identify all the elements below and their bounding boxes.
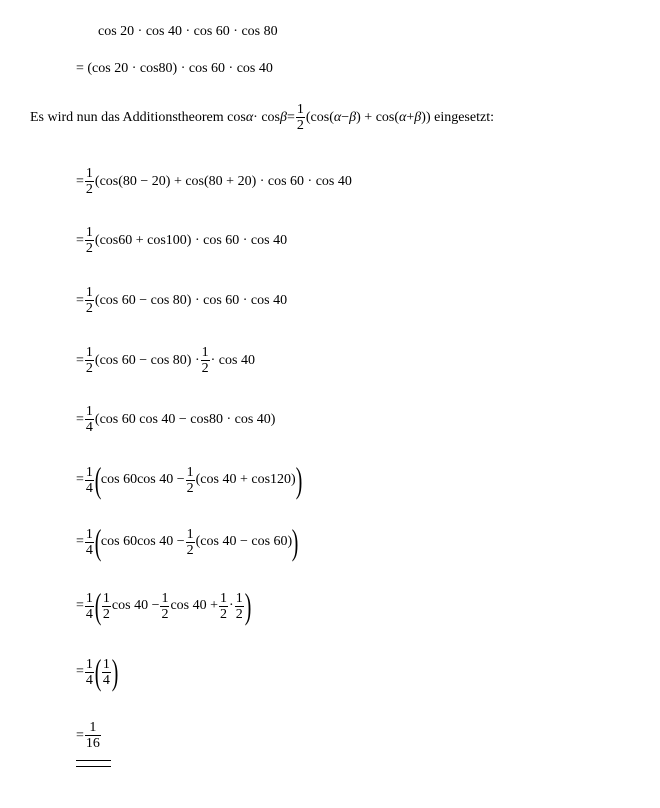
fraction-one-quarter	[85, 465, 94, 496]
numerator: 1	[85, 656, 93, 672]
multiply-dot: ·	[229, 598, 234, 613]
fraction-one-half	[85, 225, 94, 256]
equals-sign: =	[76, 472, 84, 487]
equation-line-1	[98, 24, 278, 40]
numerator: 1	[296, 102, 304, 117]
fraction-one-half	[219, 591, 228, 622]
denominator: 4	[102, 672, 110, 688]
denominator: 2	[235, 606, 243, 622]
alpha-symbol: α	[399, 109, 407, 125]
numerator: 1	[85, 404, 93, 419]
numerator: 1	[220, 590, 228, 606]
numerator: 1	[186, 526, 194, 542]
intro-end-text: )) eingesetzt:	[421, 109, 494, 125]
addition-theorem-sentence	[30, 102, 494, 133]
equals-sign: =	[76, 232, 84, 248]
expr-body: (cos 40 − cos 60)	[195, 534, 293, 549]
denominator: 4	[85, 606, 93, 622]
intro-dot-cos: · cos	[253, 109, 280, 125]
numerator: 1	[85, 526, 93, 542]
numerator: 1	[161, 590, 169, 606]
equals-sign: =	[76, 727, 84, 743]
numerator: 1	[186, 464, 194, 480]
equation-line-8	[76, 462, 302, 498]
denominator: 4	[85, 420, 93, 435]
equation-line-result	[76, 720, 102, 751]
equation-line-3	[76, 166, 352, 197]
expr-body: cos 60cos 40 −	[100, 534, 185, 549]
numerator: 1	[102, 656, 110, 672]
big-left-paren: (	[94, 586, 102, 626]
denominator: 4	[85, 542, 93, 558]
denominator: 2	[296, 118, 304, 133]
denominator: 2	[85, 241, 93, 256]
numerator: 1	[85, 590, 93, 606]
big-right-paren: )	[111, 652, 119, 692]
expr-body: · cos 40	[210, 352, 255, 368]
fraction-one-quarter	[102, 657, 111, 688]
denominator: 2	[102, 606, 110, 622]
denominator: 2	[201, 361, 209, 376]
fraction-one-half	[102, 591, 111, 622]
denominator: 2	[85, 361, 93, 376]
big-left-paren: (	[94, 652, 102, 692]
big-left-paren: (	[94, 522, 102, 562]
denominator: 4	[85, 480, 93, 496]
numerator: 1	[235, 590, 243, 606]
intro-equals: =	[286, 109, 295, 125]
expr-regrouped: = (cos 20 · cos80) · cos 60 · cos 40	[76, 61, 273, 76]
intro-text: Es wird nun das Additionstheorem cos	[30, 109, 246, 125]
fraction-one-quarter	[85, 527, 94, 558]
denominator: 4	[85, 672, 93, 688]
intro-minus: −	[341, 109, 350, 125]
denominator: 2	[220, 606, 228, 622]
fraction-one-half	[85, 285, 94, 316]
denominator: 2	[161, 606, 169, 622]
beta-symbol: β	[280, 109, 287, 125]
equals-sign: =	[76, 534, 84, 549]
numerator: 1	[102, 590, 110, 606]
expr-body: (cos 60 − cos 80) ·	[94, 352, 200, 368]
beta-symbol: β	[349, 109, 357, 125]
big-left-paren: (	[94, 460, 102, 500]
fraction-one-quarter	[85, 657, 94, 688]
denominator: 2	[186, 542, 194, 558]
equation-line-4	[76, 225, 287, 256]
big-right-paren: )	[291, 522, 299, 562]
expr-body: cos 40 −	[111, 598, 160, 613]
equals-sign: =	[76, 292, 84, 308]
expr-product-cosines: cos 20 · cos 40 · cos 60 · cos 80	[98, 24, 278, 39]
expr-body: (cos(80 − 20) + cos(80 + 20) · cos 60 · cos 40	[94, 173, 352, 189]
intro-plus-cos: ) + cos(	[356, 109, 400, 125]
fraction-one-half	[201, 345, 210, 376]
equation-line-9	[76, 524, 298, 560]
result-double-underline	[76, 760, 111, 767]
equation-line-10	[76, 588, 251, 624]
equals-sign: =	[76, 664, 84, 679]
fraction-one-half	[235, 591, 244, 622]
expr-body: (cos60 + cos100) · cos 60 · cos 40	[94, 232, 288, 248]
numerator: 1	[85, 285, 93, 300]
fraction-one-quarter	[85, 591, 94, 622]
numerator: 1	[201, 345, 209, 360]
equals-sign: =	[76, 352, 84, 368]
equation-line-7	[76, 404, 275, 435]
beta-symbol: β	[414, 109, 422, 125]
fraction-one-half	[186, 527, 195, 558]
expr-body: cos 40 +	[170, 598, 219, 613]
expr-body: (cos 40 + cos120)	[195, 472, 296, 487]
numerator: 1	[85, 464, 93, 480]
expr-body: (cos 60 cos 40 − cos80 · cos 40)	[94, 411, 276, 427]
equation-line-11	[76, 654, 118, 690]
equals-sign: =	[76, 411, 84, 427]
equation-line-2	[76, 61, 273, 77]
fraction-one-half	[296, 102, 305, 133]
numerator: 1	[85, 166, 93, 181]
big-right-paren: )	[295, 460, 302, 500]
numerator: 1	[89, 720, 97, 735]
intro-plus: +	[406, 109, 415, 125]
numerator: 1	[85, 225, 93, 240]
equals-sign: =	[76, 173, 84, 189]
equation-line-6	[76, 345, 255, 376]
equation-line-5	[76, 285, 287, 316]
intro-cos-open: (cos(	[305, 109, 334, 125]
numerator: 1	[85, 345, 93, 360]
fraction-one-half	[85, 345, 94, 376]
fraction-one-half	[85, 166, 94, 197]
fraction-one-half	[186, 465, 195, 496]
big-right-paren: )	[244, 586, 252, 626]
alpha-symbol: α	[245, 109, 254, 125]
equals-sign: =	[76, 598, 84, 613]
fraction-one-sixteenth	[85, 720, 101, 751]
alpha-symbol: α	[333, 109, 342, 125]
denominator: 16	[85, 736, 100, 751]
denominator: 2	[85, 301, 93, 316]
expr-body: (cos 60 − cos 80) · cos 60 · cos 40	[94, 292, 288, 308]
denominator: 2	[186, 480, 194, 496]
denominator: 2	[85, 182, 93, 197]
fraction-one-quarter	[85, 404, 94, 435]
fraction-one-half	[160, 591, 169, 622]
expr-body: cos 60cos 40 −	[100, 472, 185, 487]
